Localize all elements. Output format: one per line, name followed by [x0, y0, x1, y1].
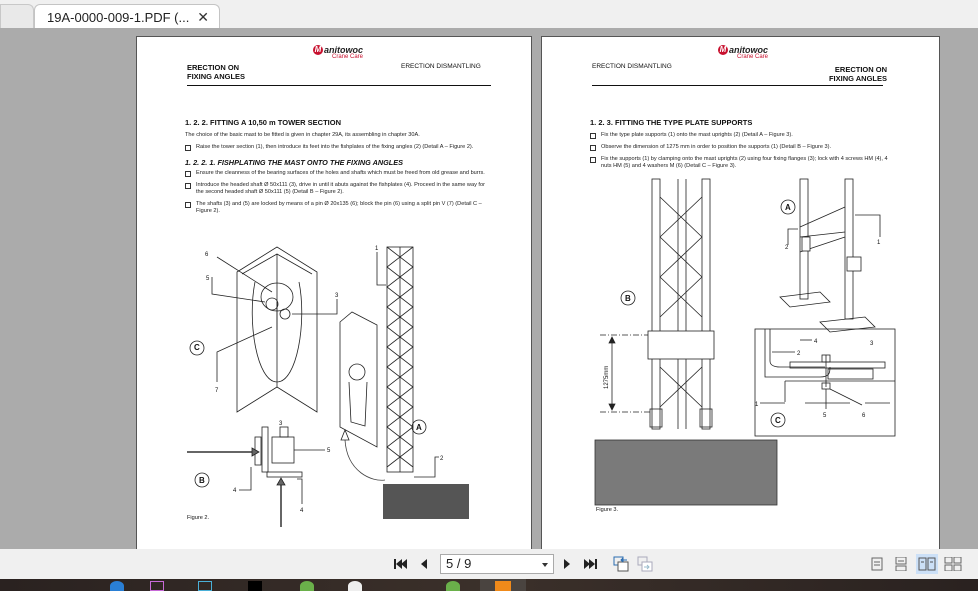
list-item	[590, 156, 899, 170]
close-icon[interactable]: ✕	[197, 9, 209, 25]
first-page-button[interactable]	[393, 557, 407, 571]
next-page-button[interactable]	[560, 557, 574, 571]
logo-brand: anitowoc	[324, 45, 364, 55]
label-6: 6	[862, 413, 866, 419]
single-page-icon	[871, 557, 883, 571]
page-header	[542, 37, 939, 87]
checkbox-bullet-icon	[185, 202, 191, 208]
concrete-base	[383, 484, 469, 519]
list-item-text: Raise the tower section (1), then introduce its feet into the fishplates of the fixing angles (2) (Detail A – Figure 2).	[196, 144, 474, 150]
two-page-continuous-view-button[interactable]	[942, 554, 964, 574]
continuous-view-button[interactable]	[890, 554, 912, 574]
header-title	[187, 63, 245, 81]
page-header	[137, 37, 531, 87]
page-right	[541, 36, 940, 549]
next-view-icon	[637, 556, 653, 572]
manitowoc-logo	[718, 45, 768, 60]
page-content	[590, 119, 899, 175]
label-1b: 1	[755, 402, 759, 408]
taskbar-app-icon[interactable]	[300, 581, 314, 591]
two-page-continuous-icon	[944, 557, 962, 571]
label-5b: 5	[327, 448, 331, 454]
tab-bar	[0, 0, 978, 28]
logo-mark-icon: M	[719, 45, 727, 54]
taskbar-app-icon[interactable]	[198, 581, 212, 591]
logo-sub: Crane Care	[737, 54, 769, 60]
header-section: ERECTION DISMANTLING	[592, 63, 672, 70]
page-number-select[interactable]	[440, 554, 554, 574]
two-page-icon	[918, 557, 936, 571]
page-left	[136, 36, 532, 549]
label-detail-a: A	[416, 423, 422, 432]
label-1: 1	[375, 246, 379, 252]
chevron-down-icon	[542, 563, 548, 567]
concrete-base	[595, 440, 777, 505]
manitowoc-logo	[313, 45, 363, 60]
list-item-text: Ensure the cleanness of the bearing surfaces of the holes and shafts which must be freed from old grease and burrs.	[196, 170, 485, 176]
label-4: 4	[233, 488, 237, 494]
two-page-view-button[interactable]	[916, 554, 938, 574]
label-detail-b: B	[199, 476, 205, 485]
taskbar-app-icon[interactable]	[150, 581, 164, 591]
page-content	[185, 119, 493, 220]
dimension-label: 1275mm	[604, 365, 610, 389]
label-1: 1	[877, 240, 881, 246]
checkbox-bullet-icon	[590, 145, 596, 151]
list-item-text: Observe the dimension of 1275 mm in order to position the supports (1) (Detail B – Figure 3).	[601, 144, 832, 150]
checkbox-bullet-icon	[185, 183, 191, 189]
figure-caption: Figure 2.	[187, 515, 210, 521]
label-detail-c: C	[775, 416, 781, 425]
header-title-line: ERECTION ON	[834, 65, 887, 74]
checkbox-bullet-icon	[590, 133, 596, 139]
checkbox-bullet-icon	[185, 145, 191, 151]
taskbar-active-app[interactable]	[480, 579, 526, 591]
logo-sub: Crane Care	[332, 54, 364, 60]
taskbar-app-icon[interactable]	[248, 581, 262, 591]
header-title-line: FIXING ANGLES	[828, 74, 887, 83]
label-4: 4	[814, 339, 818, 345]
header-title	[829, 65, 887, 83]
navigation-toolbar	[0, 549, 978, 579]
taskbar-app-icon[interactable]	[348, 581, 362, 591]
header-rule	[592, 85, 883, 86]
subsection-heading: 1. 2. 2. 1. FISHPLATING THE MAST ONTO THE FIXING ANGLES	[185, 158, 403, 167]
list-item-text: The shafts (3) and (5) are locked by means of a pin Ø 20x135 (6); block the pin (6) using a split pin V (7) (Detail C – Figure 2).	[196, 201, 482, 214]
previous-view-button[interactable]	[612, 557, 630, 571]
label-2: 2	[440, 456, 444, 462]
header-rule	[187, 85, 491, 86]
list-item-text: Introduce the headed shaft Ø 50x111 (3), drive in until it abuts against the fishplates (4). Proceed in the same way for the second headed shaft Ø 50x111 (5) (Detail B – Figure 2).	[196, 182, 485, 195]
list-item-text: Fix the type plate supports (1) onto the mast uprights (2) (Detail A – Figure 3).	[601, 132, 793, 138]
tab-document[interactable]	[34, 4, 220, 29]
first-page-icon	[393, 558, 407, 570]
header-title-line: FIXING ANGLES	[187, 72, 246, 81]
list-item	[185, 201, 493, 215]
next-page-icon	[562, 558, 572, 570]
page-number-value: 5 / 9	[446, 556, 472, 571]
label-detail-a: A	[785, 203, 791, 212]
label-6: 6	[205, 252, 209, 258]
taskbar-app-icon[interactable]	[446, 581, 460, 591]
previous-view-icon	[613, 556, 629, 572]
list-item	[185, 182, 493, 196]
section-heading: 1. 2. 2. FITTING A 10,50 m TOWER SECTION	[185, 118, 342, 127]
logo-brand: anitowoc	[729, 45, 769, 55]
label-3b: 3	[279, 421, 283, 427]
section-heading: 1. 2. 3. FITTING THE TYPE PLATE SUPPORTS	[590, 118, 753, 127]
header-section: ERECTION DISMANTLING	[401, 63, 481, 70]
tab-previous[interactable]	[0, 4, 34, 28]
taskbar-app-icon[interactable]	[110, 581, 124, 591]
next-view-button[interactable]	[636, 557, 654, 571]
label-2b: 2	[797, 351, 801, 357]
list-item	[590, 144, 899, 151]
continuous-page-icon	[895, 557, 907, 571]
previous-page-button[interactable]	[417, 557, 431, 571]
figure-caption: Figure 3.	[596, 507, 619, 513]
label-7: 7	[215, 388, 219, 394]
checkbox-bullet-icon	[590, 157, 596, 163]
figure-2-drawing	[177, 242, 507, 532]
logo-mark-icon: M	[314, 45, 322, 54]
previous-page-icon	[419, 558, 429, 570]
label-detail-b: B	[625, 294, 631, 303]
label-5: 5	[206, 276, 210, 282]
header-title-line: ERECTION ON	[187, 63, 240, 72]
label-detail-c: C	[194, 343, 200, 352]
os-taskbar	[0, 579, 978, 591]
list-item-text: Fix the supports (1) by clamping onto the mast uprights (2) using four fixing flanges (3); lock with 4 screws HM (4), 4 nuts HM (5) and 4 washers M (6) (Detail C – Figure 3).	[601, 156, 888, 169]
label-3: 3	[870, 341, 874, 347]
last-page-icon	[584, 558, 598, 570]
figure-3-drawing	[590, 177, 930, 507]
label-2: 2	[785, 245, 789, 251]
list-item	[185, 144, 493, 151]
label-3: 3	[335, 293, 339, 299]
label-5: 5	[823, 413, 827, 419]
intro-paragraph: The choice of the basic mast to be fitted is given in chapter 29A, its assembling in chapter 30A.	[185, 132, 420, 138]
document-viewer[interactable]	[0, 28, 978, 549]
tab-label: 19A-0000-009-1.PDF (...	[47, 9, 190, 25]
single-page-view-button[interactable]	[866, 554, 888, 574]
checkbox-bullet-icon	[185, 171, 191, 177]
label-4b: 4	[300, 508, 304, 514]
last-page-button[interactable]	[584, 557, 598, 571]
list-item	[185, 170, 493, 177]
list-item	[590, 132, 899, 139]
